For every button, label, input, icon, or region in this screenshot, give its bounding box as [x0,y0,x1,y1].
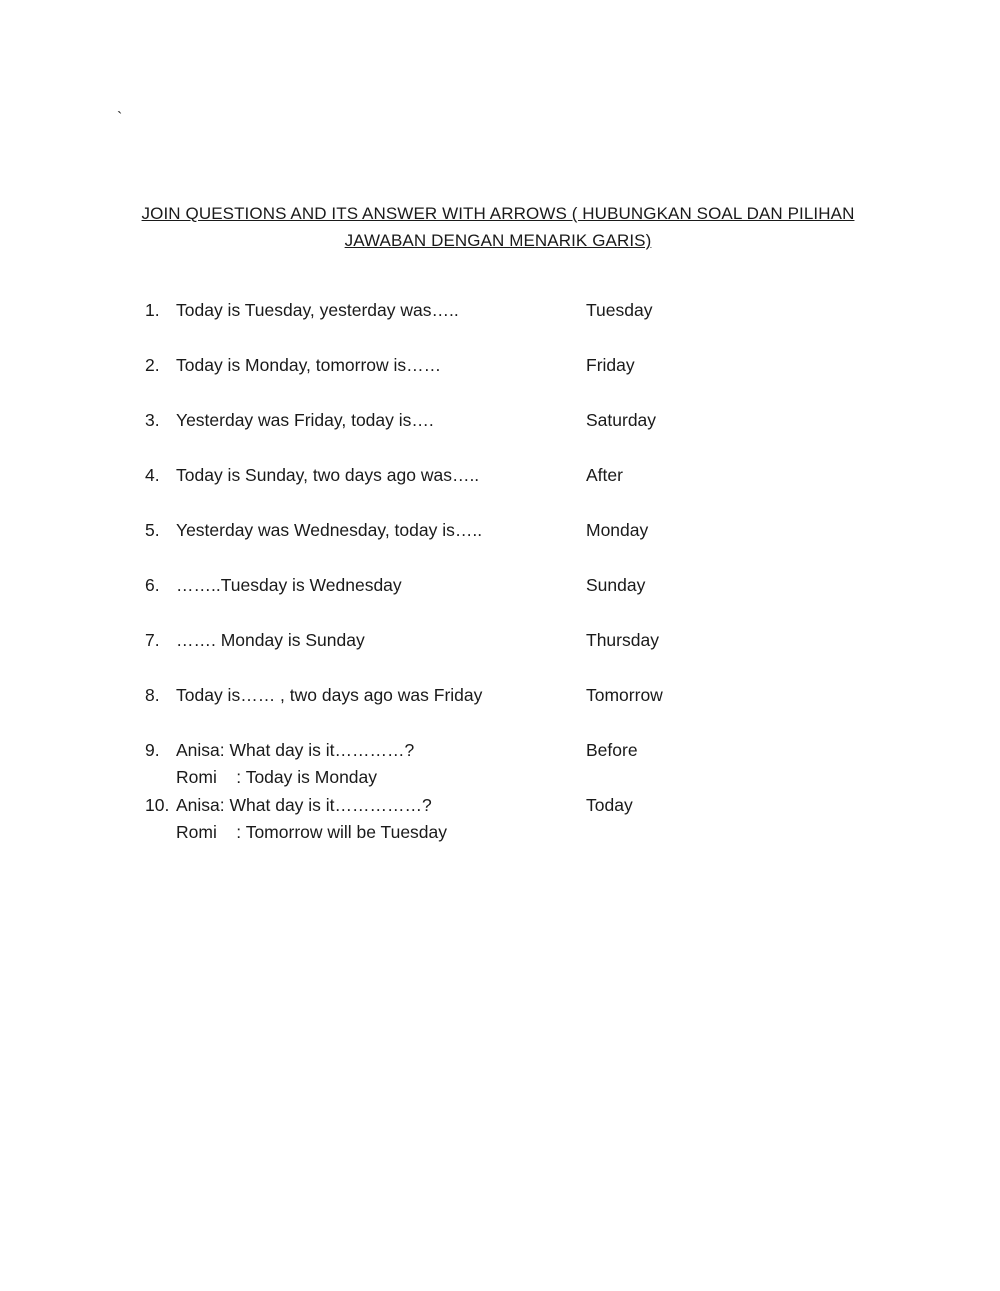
question-text: Today is…… , two days ago was Friday [176,685,483,705]
answer-option: After [586,465,623,485]
question-row [145,572,865,627]
question-number: 3. [145,410,160,430]
question-row [145,462,865,517]
question-text: Today is Tuesday, yesterday was….. [176,300,459,320]
title-line-2: JAWABAN DENGAN MENARIK GARIS) [344,231,652,250]
answer-option: Before [586,740,638,760]
question-text: Yesterday was Friday, today is…. [176,410,434,430]
question-number: 9. [145,740,160,760]
answer-option: Tomorrow [586,685,663,705]
question-list [145,297,865,847]
question-row [145,737,865,792]
question-row [145,297,865,352]
question-number: 8. [145,685,160,705]
question-text: Today is Sunday, two days ago was….. [176,465,480,485]
question-row [145,682,865,737]
question-text: Yesterday was Wednesday, today is….. [176,520,483,540]
stray-mark: ` [117,110,123,127]
answer-option: Saturday [586,410,657,430]
question-number: 2. [145,355,160,375]
answer-option: Monday [586,520,649,540]
question-text: Anisa: What day is it……………? Romi : Tomorrow will be Tuesday [176,795,448,842]
question-text: ……. Monday is Sunday [176,630,365,650]
title-line-1: JOIN QUESTIONS AND ITS ANSWER WITH ARROWS ( HUBUNGKAN SOAL DAN PILIHAN [141,204,855,223]
answer-option: Sunday [586,575,646,595]
answer-option: Thursday [586,630,659,650]
question-row [145,352,865,407]
answer-option: Today [586,795,633,815]
question-text: Anisa: What day is it…………? Romi : Today is Monday [176,740,415,787]
question-text: ……..Tuesday is Wednesday [176,575,402,595]
question-number: 6. [145,575,160,595]
question-number: 1. [145,300,160,320]
question-number: 4. [145,465,160,485]
question-row [145,407,865,462]
question-row [145,792,865,847]
question-row [145,517,865,572]
question-row [145,627,865,682]
question-text: Today is Monday, tomorrow is…… [176,355,442,375]
question-number: 7. [145,630,160,650]
answer-option: Friday [586,355,635,375]
question-number: 5. [145,520,160,540]
worksheet-title [140,200,856,254]
question-number: 10. [145,795,170,815]
answer-option: Tuesday [586,300,653,320]
